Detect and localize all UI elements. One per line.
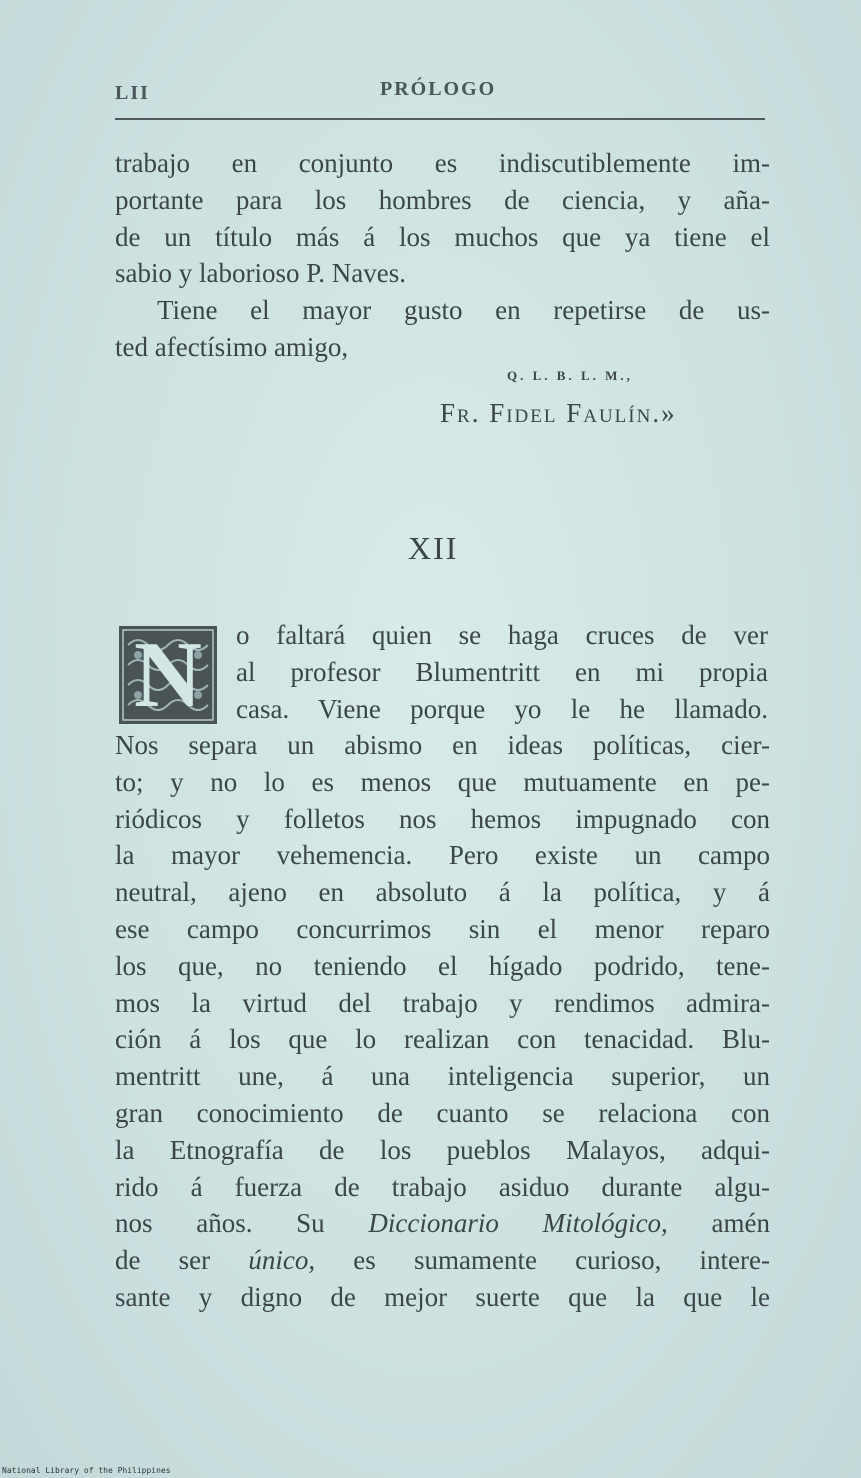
- library-watermark: National Library of the Philippines: [2, 1466, 171, 1475]
- text-line-with-italic: de ser único, es sumamente curioso, intere-: [115, 1245, 770, 1276]
- text-line: gran conocimiento de cuanto se relaciona con: [115, 1097, 770, 1128]
- running-title: PRÓLOGO: [380, 78, 497, 100]
- page-number: LII: [115, 82, 150, 104]
- text-line: sante y digno de mejor suerte que la que le: [115, 1281, 770, 1312]
- body-paragraph: [115, 727, 770, 1316]
- text-line: sabio y laborioso P. Naves.: [115, 258, 406, 289]
- paragraph-salutation: [115, 292, 770, 366]
- text-line: la Etnografía de los pueblos Malayos, adqui-: [115, 1134, 770, 1165]
- text-line: portante para los hombres de ciencia, y aña-: [115, 184, 770, 215]
- paragraph-closing-letter: [115, 145, 770, 292]
- text-line: casa. Viene porque yo le he llamado.: [236, 693, 768, 724]
- text-line: trabajo en conjunto es indiscutiblemente im-: [115, 148, 770, 178]
- text-line: rido á fuerza de trabajo asiduo durante algu-: [115, 1171, 770, 1202]
- text-line: Nos separa un abismo en ideas políticas, cier-: [115, 730, 770, 760]
- italic-word: único,: [248, 1245, 316, 1276]
- drop-cap-letter: N: [134, 623, 202, 727]
- text-line: Tiene el mayor gusto en repetirse de us-: [157, 295, 770, 325]
- page-header: [115, 78, 765, 108]
- italic-title: Diccionario Mitológico,: [368, 1208, 668, 1239]
- text-line: al profesor Blumentritt en mi propia: [236, 656, 768, 687]
- body-first-lines: [236, 617, 768, 727]
- drop-cap-ornament: [118, 625, 218, 725]
- text-line: mos la virtud del trabajo y rendimos admira-: [115, 987, 770, 1018]
- text-line: la mayor vehemencia. Pero existe un campo: [115, 840, 770, 871]
- signature-initials: Q. L. B. L. M.,: [507, 368, 633, 383]
- signature-name: Fr. Fidel Faulín.»: [440, 398, 677, 428]
- text-line: neutral, ajeno en absoluto á la política, y á: [115, 877, 770, 908]
- header-rule: [115, 118, 765, 120]
- section-heading: XII: [408, 530, 459, 566]
- text-line: ción á los que lo realizan con tenacidad. Blu-: [115, 1024, 770, 1055]
- text-line: riódicos y folletos nos hemos impugnado con: [115, 803, 770, 834]
- text-line: de un título más á los muchos que ya tiene el: [115, 221, 770, 252]
- text-line: ese campo concurrimos sin el menor reparo: [115, 913, 770, 944]
- text-line: los que, no teniendo el hígado podrido, tene-: [115, 950, 770, 981]
- text-line: o faltará quien se haga cruces de ver: [236, 620, 768, 650]
- text-line: to; y no lo es menos que mutuamente en pe-: [115, 766, 770, 797]
- text-line: ted afectísimo amigo,: [115, 331, 349, 362]
- text-line-with-italic: nos años. Su Diccionario Mitológico, amén: [115, 1208, 770, 1239]
- text-line: mentritt une, á una inteligencia superior, un: [115, 1061, 770, 1092]
